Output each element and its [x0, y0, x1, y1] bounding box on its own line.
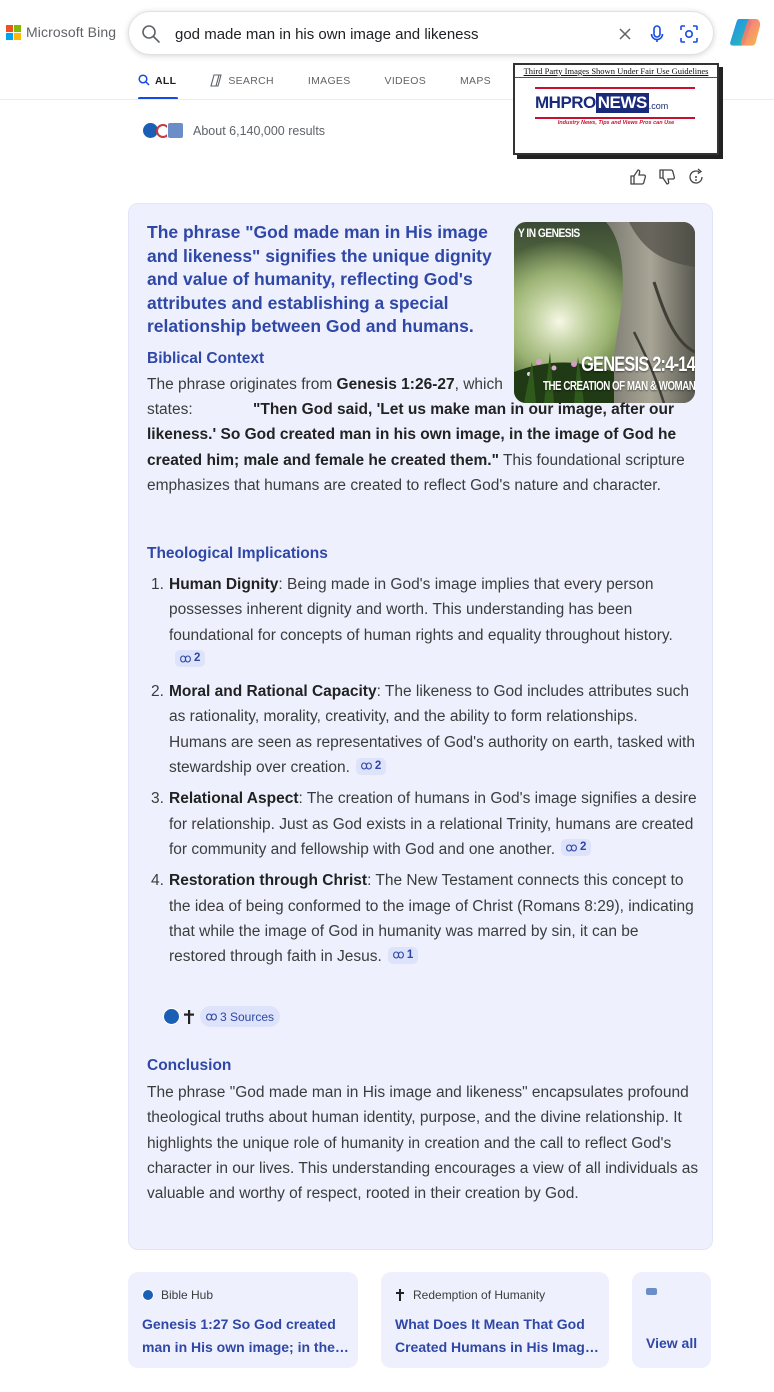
tab-images[interactable]: [308, 72, 351, 100]
site-favicon: [167, 122, 184, 139]
list-number: 3.: [151, 790, 164, 808]
search-input[interactable]: [175, 22, 595, 46]
logo-news: NEWS: [597, 93, 647, 112]
source-site: [646, 1288, 657, 1295]
list-item-title: Moral and Rational Capacity: [169, 683, 377, 701]
conclusion-text: The phrase "God made man in His image and likeness" encapsulates profound theological truths about human identity, purpose, and the divine relationship. It highlights the unique role of humanity in creation and the call to reflect God's character in our lives. This understanding encourages a view of all individuals as valuable and worthy of respect, rooted in their creation by God.: [147, 1084, 699, 1203]
link-icon: [393, 951, 404, 959]
view-all-sources-card[interactable]: [632, 1272, 711, 1368]
list-number: 4.: [151, 872, 164, 890]
source-site-name: Redemption of Humanity: [413, 1288, 546, 1302]
copilot-search-icon: [210, 74, 223, 87]
bible-hub-favicon: [142, 1289, 154, 1301]
section-heading-theological-implications: Theological Implications: [147, 545, 328, 562]
tab-label: ALL: [155, 75, 177, 87]
source-title: [142, 1313, 349, 1359]
watermark-caption: Third Party Images Shown Under Fair Use Guidelines: [515, 66, 717, 78]
search-tabs: [138, 72, 525, 100]
tab-videos[interactable]: [385, 72, 426, 100]
site-favicon: [646, 1288, 657, 1295]
citation-link[interactable]: [561, 839, 591, 856]
copilot-icon[interactable]: [728, 15, 762, 49]
citation-link[interactable]: [175, 650, 205, 667]
view-all-link[interactable]: View all: [646, 1335, 698, 1351]
logo-com: .com: [648, 101, 669, 111]
tab-label: MAPS: [460, 75, 491, 87]
link-icon: [361, 762, 372, 770]
citation-number: 2: [374, 759, 382, 772]
source-card-bible-hub[interactable]: [128, 1272, 358, 1368]
tab-label: SEARCH: [228, 75, 274, 87]
source-title-line: Genesis 1:27 So God created: [142, 1316, 336, 1332]
hero-image-title: GENESIS 2:4-14: [581, 353, 695, 376]
bible-hub-favicon: [163, 1008, 180, 1025]
tab-search[interactable]: [210, 72, 274, 100]
search-box[interactable]: [128, 11, 714, 55]
list-item: [147, 679, 697, 780]
feedback-bar: [628, 167, 715, 189]
visual-search-icon[interactable]: [679, 24, 699, 44]
hero-image-top-text: Y IN GENESIS: [518, 226, 580, 240]
sources-row: [163, 1006, 280, 1027]
tab-maps[interactable]: [460, 72, 491, 100]
results-count-text: About 6,140,000 results: [193, 123, 326, 138]
context-lead: The phrase originates from: [147, 376, 337, 393]
list-item-text: : The likeness to God includes attributes such as rationality, morality, creativity, and the ability to form relationships. Humans are seen as representatives of God's authority on earth, tasked with stewardship over creation.: [169, 683, 695, 777]
list-item: [147, 572, 697, 673]
microphone-icon[interactable]: [647, 24, 667, 44]
citation-link[interactable]: [356, 758, 386, 775]
link-icon: [206, 1013, 217, 1021]
logo-mh: MHPRO: [535, 93, 596, 112]
mhpronews-logo: [535, 89, 695, 117]
sources-chip[interactable]: [200, 1006, 280, 1027]
list-item-title: Human Dignity: [169, 576, 279, 593]
implications-list: [147, 572, 697, 969]
source-card-redemption-of-humanity[interactable]: [381, 1272, 609, 1368]
source-title-line: Created Humans in His Imag…: [395, 1339, 599, 1355]
context-mid: , which states:: [147, 376, 503, 419]
microsoft-logo-icon: [6, 25, 21, 40]
share-icon[interactable]: [686, 167, 708, 189]
source-site-name: Bible Hub: [161, 1288, 214, 1302]
copilot-answer-card: [128, 203, 713, 1250]
brand-name: Microsoft Bing: [26, 24, 117, 40]
search-icon[interactable]: [141, 24, 161, 49]
results-count: [142, 122, 325, 139]
citation-number: 2: [580, 841, 587, 854]
list-item-text: : Being made in God's image implies that every person possesses inherent dignity and worth. This understanding has been foundational for concepts of human rights and equality throughout history.: [169, 576, 673, 644]
section-heading-conclusion: Conclusion: [147, 1057, 232, 1074]
clear-icon[interactable]: [615, 24, 635, 44]
citation-link[interactable]: [388, 947, 418, 964]
cross-icon: [182, 1009, 196, 1025]
search-icon: [138, 74, 150, 86]
context-reference: Genesis 1:26-27: [336, 376, 455, 393]
source-title: [395, 1313, 599, 1359]
list-item: [147, 786, 697, 862]
sources-chip-label: 3 Sources: [220, 1009, 275, 1024]
scripture-quote: "Then God said, 'Let us make man in our image, after our likeness.' So God created man in his own image, in the image of God he created him; male and female he created them.": [147, 401, 677, 469]
watermark-rule: [535, 117, 695, 119]
tab-label: VIDEOS: [384, 75, 427, 87]
list-item-text: : The creation of humans in God's image signifies a desire for relationship. Just as God exists in a relational Trinity, humans are created for community and fellowship with God and one another.: [169, 790, 697, 858]
tab-label: IMAGES: [307, 75, 351, 87]
biblical-context-text-b: [147, 397, 699, 498]
list-number: 2.: [151, 683, 164, 701]
source-site: [142, 1288, 213, 1302]
source-title-line: man in His own image; in the…: [142, 1339, 349, 1355]
tab-all[interactable]: [138, 72, 176, 100]
list-item-title: Relational Aspect: [169, 790, 299, 808]
cross-icon: [395, 1289, 405, 1301]
thumbs-down-icon[interactable]: [657, 167, 679, 189]
thumbs-up-icon[interactable]: [628, 167, 650, 189]
source-site: [395, 1288, 545, 1302]
hero-image[interactable]: [514, 222, 695, 403]
hero-image-subtitle: THE CREATION OF MAN & WOMAN: [542, 379, 695, 393]
source-title-line: What Does It Mean That God: [395, 1316, 585, 1332]
watermark-tagline: Industry News, Tips and Views Pros can Use: [557, 120, 675, 126]
section-heading-biblical-context: Biblical Context: [147, 350, 265, 367]
citation-number: 1: [406, 948, 414, 961]
list-item: [147, 868, 697, 969]
mhpronews-watermark: [513, 63, 719, 155]
bing-logo[interactable]: [6, 24, 116, 40]
list-item-text: : The New Testament connects this concept to the idea of being conformed to the image of Christ (Romans 8:29), indicating that while the image of God in humanity was marred by sin, it can be restored through faith in Jesus.: [169, 872, 694, 966]
list-item-title: Restoration through Christ: [169, 872, 368, 890]
link-icon: [566, 844, 577, 852]
context-tail: This foundational scripture emphasizes that humans are created to reflect God's nature and character.: [147, 451, 685, 494]
citation-number: 2: [194, 652, 201, 665]
list-number: 1.: [151, 576, 164, 593]
answer-headline: The phrase "God made man in His image and likeness" signifies the unique dignity and value of humanity, reflecting God's attributes and establishing a special relationship between God and humans.: [147, 222, 492, 336]
link-icon: [180, 655, 191, 663]
